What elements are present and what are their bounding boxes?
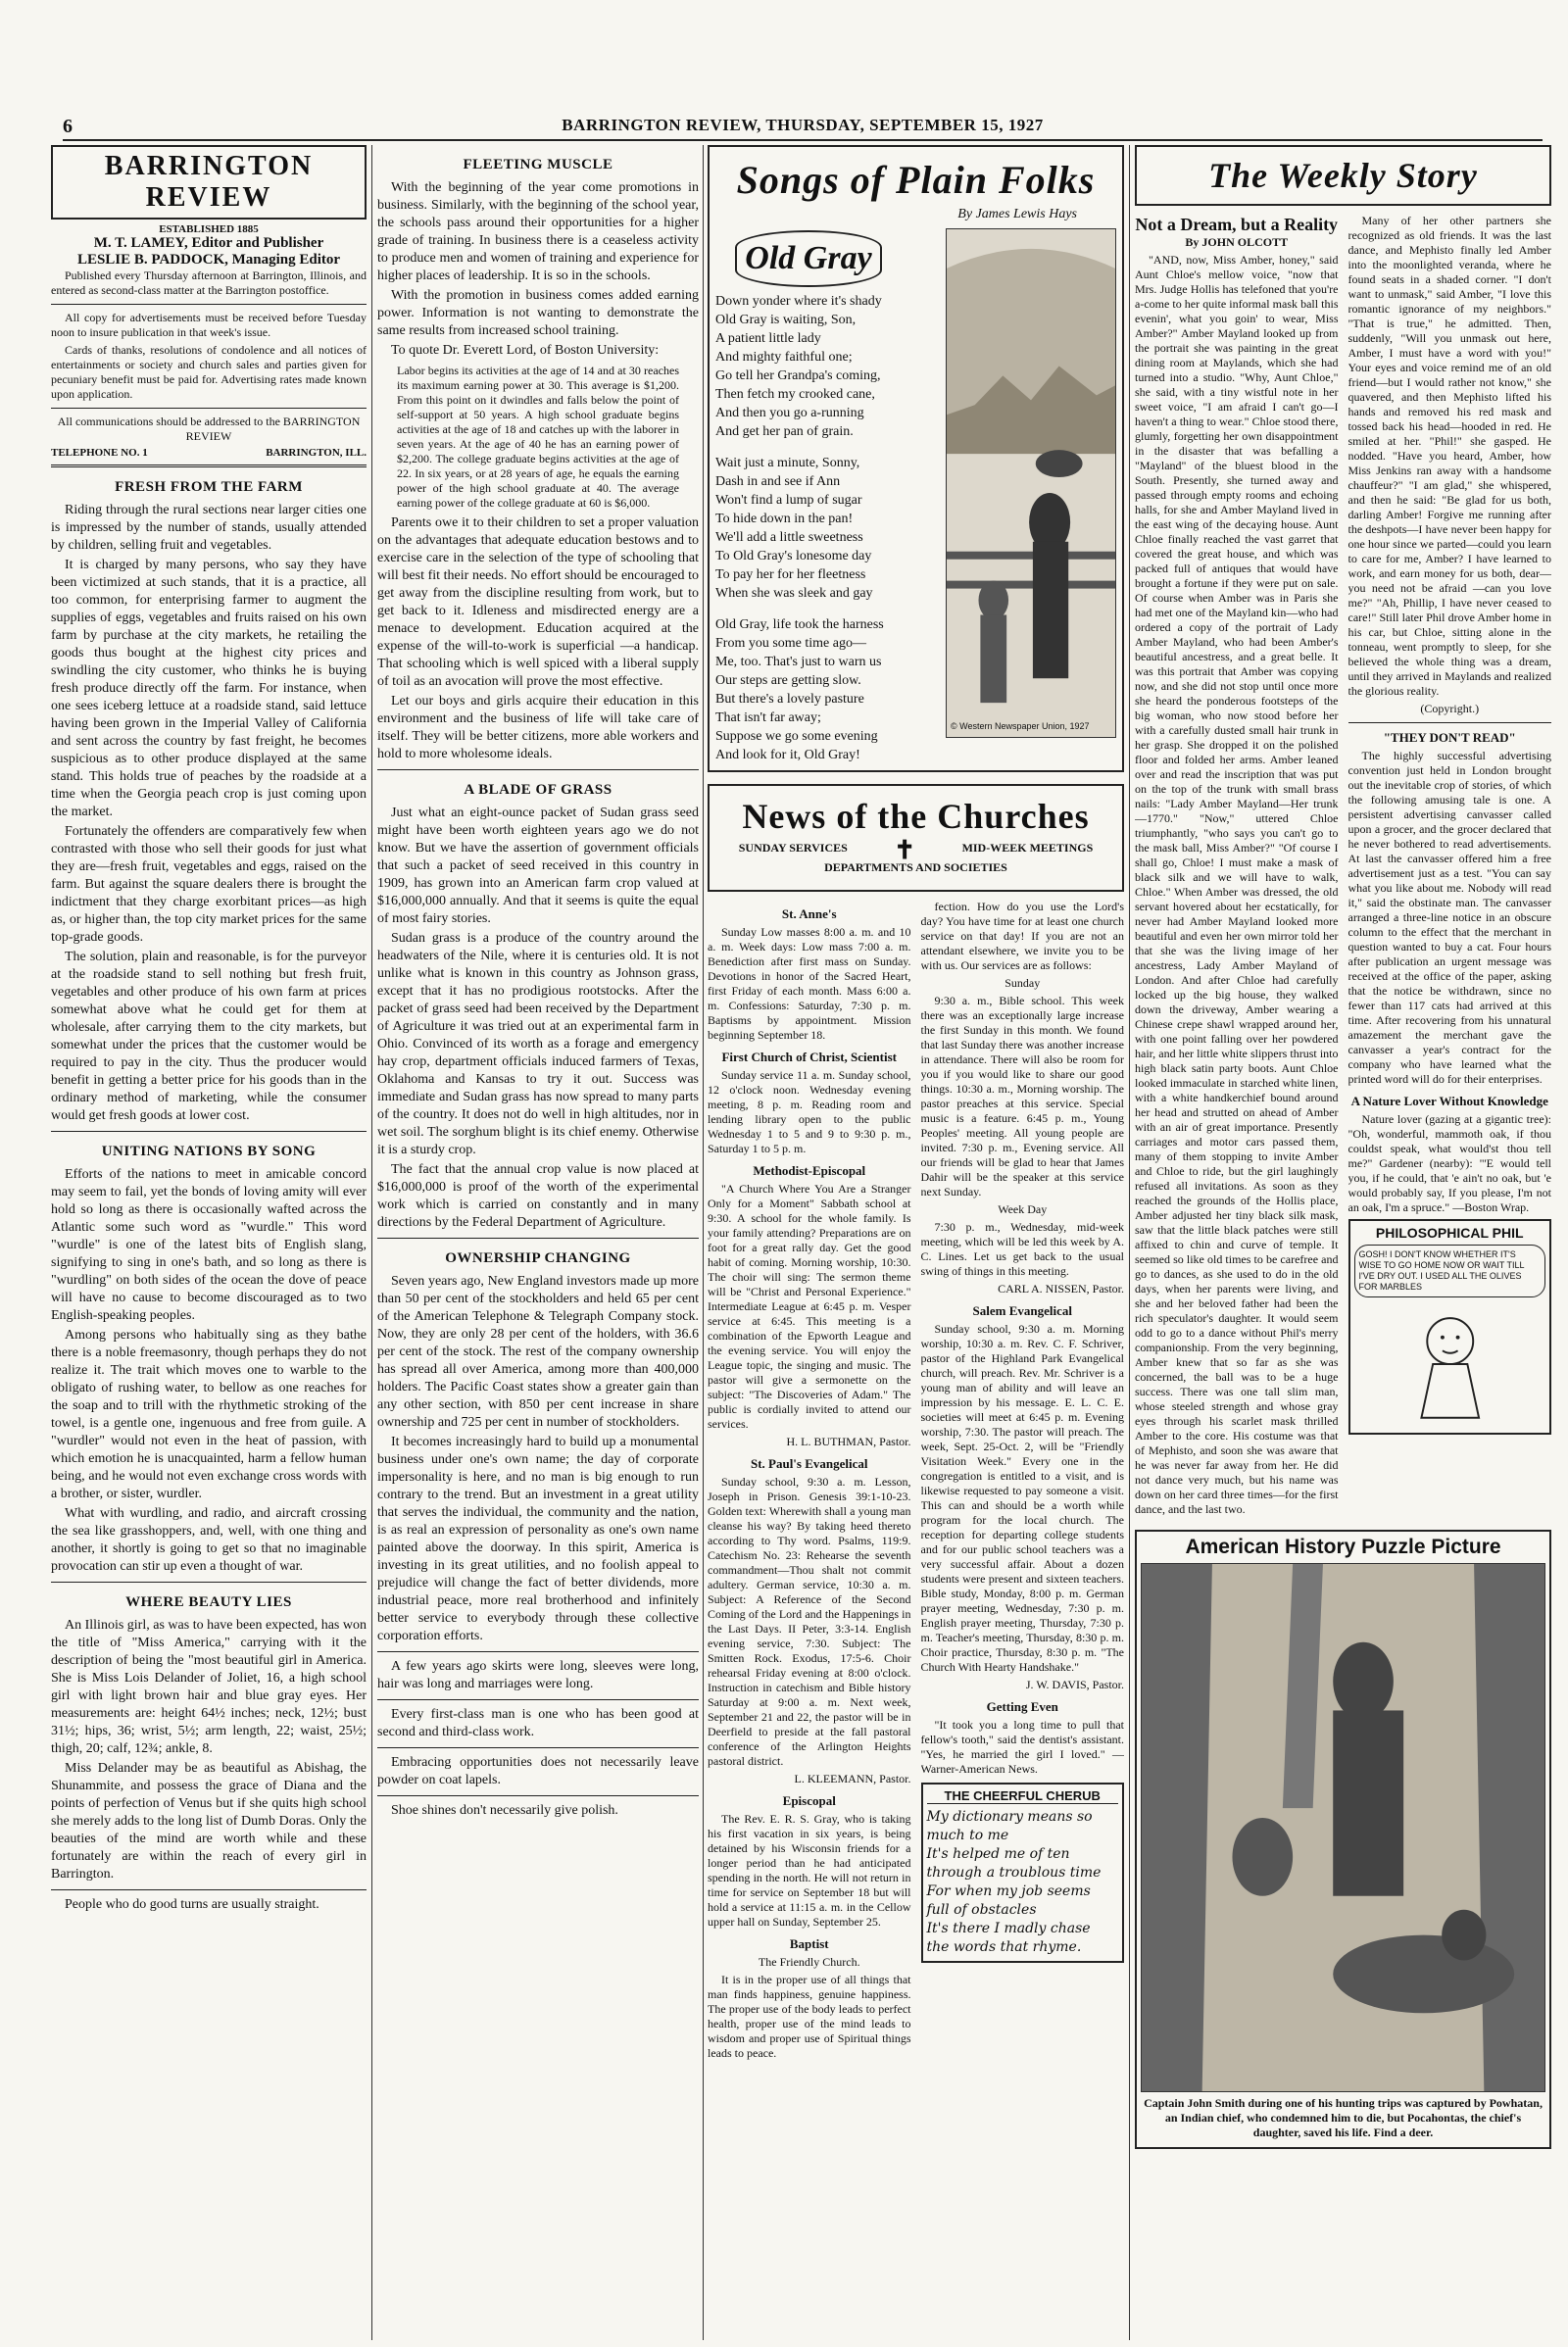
muscle-paragraph-2: With the promotion in business comes added earning power. Information is not wanting to demonstrate the same results from increased school training.: [377, 288, 699, 338]
grass-paragraph-2: Sudan grass is a produce of the country around the headwaters of the Nile, where it is centuries old. It is not unlike what is known in this country as Johnson grass, except that it has no prodigious rootstocks. After the packet of grass seed had been received by the Department of Agriculture it was tried out at an experimental farm in Ohio. Convinced of its worth as a forage and emergency hay crop, department officials induced farmers of Texas, Oklahoma and Kansas to try it out. Success was immediate and Sudan grass has now spread to many parts of the country. It does not do well in high altitudes, nor in wet soil. The sorghum blight is its chief enemy. Otherwise it is a sturdy crop.: [377, 931, 699, 1157]
filler-4: Shoe shines don't necessarily give polish.: [391, 1803, 618, 1818]
poem-line: We'll add a little sweetness: [715, 530, 863, 545]
phil-title: PHILOSOPHICAL PHIL: [1375, 1225, 1524, 1241]
salem-heading: Salem Evangelical: [972, 1303, 1072, 1318]
scientist-heading: First Church of Christ, Scientist: [721, 1050, 897, 1064]
st-pauls-heading: St. Paul's Evangelical: [750, 1456, 868, 1471]
cherub-line: It's there I madly chase: [926, 1921, 1091, 1936]
muscle-paragraph-1: With the beginning of the year come promotions in business. Similarly, with the beginning of the school year, the schools pass around their opportunities for a higher grade of training. In business there is a ceaseless activity to produce men and women of training and experience for higher places of leadership. It is so in the schools.: [377, 180, 699, 283]
poem-line: Me, too. That's just to warn us: [715, 655, 882, 669]
nature-lover-text: Nature lover (gazing at a gigantic tree): "Oh, wonderful, mammoth oak, if thou couldst speak, what would'st thou tell me?" Gardener (nearby): "'E would tell you, if he could, that 'e ain't no oak, but 'e would probably say, If you please, I'm not an oak, I'm a spruce." —Boston Wrap.: [1348, 1112, 1551, 1214]
salem-text: Sunday school, 9:30 a. m. Morning worship, 10:30 a. m. Rev. C. F. Schriver, pastor of the Highland Park Evangelical church, will preach. Rev. Mr. Schriver is a young man of ability and will leave an impression by his message. E. L. C. E. societies will meet at 6:45 p. m. Evening worship, 7:30. The pastor will preach. The week, Sept. 25-Oct. 2, will be "Friendly Visitation Week." Every one in the congregation is entitled to a visit, and is likewise requested to pay someone a visit. This can and should be a worth while program for the local church. The reception for departing college students and for our public school teachers was a very successful affair. About a dozen students were present and sixteen teachers. Bible study, Monday, 8:00 p. m. German prayer meeting, Wednesday, 7:30 p. m. English prayer meeting, Thursday, 7:30 p. m. Teacher's meeting, Thursday, 8:30 p. m. Choir practice, Thursday, 8:30 p. m. "The Church With Hearty Handshake.": [920, 1322, 1124, 1674]
salem-pastor: J. W. DAVIS, Pastor.: [1025, 1678, 1124, 1691]
poem-line: From you some time ago—: [715, 636, 866, 651]
getting-even-text: "It took you a long time to pull that fellow's tooth," said the dentist's assistant. "Yes, he married the girl I loved." —Warner-American News.: [920, 1718, 1124, 1776]
churches-title: News of the Churches: [742, 797, 1090, 836]
story-byline: By JOHN OLCOTT: [1185, 235, 1289, 249]
fresh-from-farm-heading: FRESH FROM THE FARM: [115, 479, 303, 495]
column-3: [708, 145, 1124, 2340]
st-annes-heading: St. Anne's: [781, 906, 837, 921]
episcopal-text: The Rev. E. R. S. Gray, who is taking his first vacation in six years, is being detained by his Wisconsin friends for a longer period than he had anticipated spending in the north. He will not return in time for service on September 18 but will hold a service at 11:15 a. m. in the Cellow upper hall on Sunday, September 25.: [708, 1812, 911, 1929]
song-paragraph-3: What with wurdling, and radio, and aircraft crossing the sea like grasshoppers, and, well, with one thing and another, it shortly is going to get so that no imaginable provocation can stir up even a thought of war.: [51, 1506, 367, 1574]
filler-2: Every first-class man is one who has been good at second and third-class work.: [377, 1707, 699, 1739]
poem-line: And look for it, Old Gray!: [715, 748, 860, 762]
contact-line: [51, 447, 367, 459]
story-text-left: "AND, now, Miss Amber, honey," said Aunt Chloe's mellow voice, "now that Mrs. Judge Hollis has telefoned that you're a-come to her quite informal mask ball this evenin', what you goin' to wear, Miss Amber?" Amber Mayland looked up from the portrait she was painting in the great dining room at Maylands, which she had turned into a studio. "Why, Aunt Chloe," she said, with a tiny wistful note in her sweet voice, "I am afraid I can't go—I haven't a thing to wear." Chloe stood there, glumly, forgetting her own disappointment in the disaster that was befalling a "Mayland" of the bluest blood in the South. Presently, she turned away and passed through empty rooms and echoing halls, for she and Amber Mayland lived in the east wing of the decaying house. Aunt Chloe finally reached the vast garret that covered the great house, and which was packed full of antiques that would have brought a fortune if they were put on sale. Of course when Amber was in Paris she had met one of the Mayland kin—who had ordered a copy of the portrait of Lady Amber Mayland, who had been Amber's beautiful ancestress, and a great belle. It was this portrait that Amber was copying now, and she did not stop until once more she heard the ponderous footsteps of the big woman, who now stood before her with a carefully dusted small hair trunk in her grasp. She dropped it on the polished floor and folded her arms. Amber leaned over and read the inscription that was put on the top of the trunk with small brass nails: "Lady Amber Mayland—Her trunk—1770." "Now," uttered Chloe triumphantly, "who says you can't go to the mask ball, Miss Amber?" "Of course I shall go, Chloe! I must make a mask of black silk and we will have to walk, Chloe." When Amber was dressed, the old servant hovered about her ecstatically, for never had Amber Mayland looked more beautiful and even her own mirror told her that she was the living image of her ancestress, Lady Amber Mayland of London. And after Chloe had carefully locked up the big house, they walked down the driveway, Amber wearing a Chinese crepe shawl wrapped around her, with one point falling over her powdered hair, and her little white slippers thrust into high black satin party boots. Aunt Chloe looked immaculate in starched white linen, with a white handkerchief bound around her head and strutted on ahead of Amber with an air of great importance. Presently carriages and motor cars passed them, many of them stopping to invite Amber and Chloe to ride, but the girl laughingly refused all invitations. As soon as they reached the grounds of the Hollis place, Amber adjusted her tiny black silk mask, saw that the little black patches were still affixed to chin and curve of temple. It seemed so like old times to be carefree and go to dances, as she used to do in the old days, when her parents were living, and she and her beloved father had been the rich speculator's daughter. It would seem odd to go to a dance without Phil's merry companionship. From the very beginning, Amber knew that so far as she was concerned, the ball was to be a huge success. There was one tall slim man, whose steeled strength and whose gray eyes through his scarlet mask thrilled Amber to the core. His costume was that of Mephisto, and soon she was aware that he was never far away from her. He did not dance very much, but his name was down on her card three times—for the first dance, and the last two.: [1135, 253, 1339, 1516]
telephone: TELEPHONE NO. 1: [51, 447, 148, 459]
poem-line: Old Gray is waiting, Son,: [715, 313, 857, 327]
sunday-services-label: SUNDAY SERVICES: [738, 841, 848, 855]
stanza-break: [715, 442, 936, 454]
established: ESTABLISHED 1885: [159, 223, 259, 235]
ownership-paragraph-2: It becomes increasingly hard to build up a monumental business under one's own name; the day of corporate impersonality is here, and no man is big enough to run contrary to the trend. But an investment in a great utility that serves the individual, the community and the nation, is as real an expression of personality as one's own name painted above the doorway. In this spirit, America is investing in its great utilities, and no foolish appeal to prejudice will change the fact of better dividends, more industrial peace, more real brotherhood and infinitely better service to everybody through these collective corporation efforts.: [377, 1435, 699, 1643]
poem-line: Wait just a minute, Sonny,: [715, 456, 860, 470]
song-paragraph-2: Among persons who habitually sing as they bathe there is a noble freemasonry, though perhaps they do not realize it. The trait which moves one to warble to the obligato of rushing water, to bellow as one reaches for the soap and to trill with the rhythmetic stroking of the towel, is a gentle one, ingenuous and free from guile. A "wurdler" would not even in the heat of passion, with which emotion he is unacquainted, harm a fellow human being, and he would not even exchange cross words with a brother, or sister, wurdler.: [51, 1328, 367, 1501]
publication-info: Published every Thursday afternoon at Barrington, Illinois, and entered as second-class matter at the Barrington postoffice.: [51, 269, 367, 297]
fresh-paragraph-4: The solution, plain and reasonable, is for the purveyor at the roadside stand to sell nothing but fresh fruit, vegetables and other produce of his own farm at prices somewhat above what he could get for them at wholesale, after carrying them to the city markets, but somewhat under the prices that the customer would be required to pay in the city. Thus the producer would benefit in getting a better price for his goods than in the ordinary method of marketing, while the consumer would get fresh goods at lower cost.: [51, 950, 367, 1123]
poem-line: When she was sleek and gay: [715, 586, 873, 601]
poem-title: Old Gray: [745, 240, 872, 276]
st-pauls-pastor: L. KLEEMANN, Pastor.: [794, 1772, 911, 1785]
sunday-label: Sunday: [1004, 976, 1041, 990]
column-2: [377, 145, 699, 2340]
weekly-story-title: The Weekly Story: [1208, 156, 1478, 195]
weekly-story-header: [1135, 145, 1551, 206]
page-header: [63, 116, 1543, 141]
song-paragraph-1: Efforts of the nations to meet in amicable concord may seem to fail, yet the bonds of loving amity will ever hold so long as there is occasionally wafted across the Atlantic some such word as "wurdle." This word "wurdle" is one of the latest bits of English slang, signifying to sing in one's bath, and so long as there is "wurdling" on both sides of the ocean the dove of peace will have no cause to become discouraged as to two English-speaking peoples.: [51, 1167, 367, 1323]
cherub-line: the words that rhyme.: [926, 1939, 1082, 1955]
puzzle-illustration: [1141, 1563, 1545, 2092]
advertising-notice: All copy for advertisements must be received before Tuesday noon to insure publication in that week's issue.: [51, 311, 367, 339]
they-dont-read-heading: "THEY DON'T READ": [1383, 730, 1516, 745]
illustration-copyright: © Western Newspaper Union, 1927: [951, 721, 1090, 731]
baptist-subtitle: The Friendly Church.: [758, 1955, 860, 1969]
column-rule: [371, 145, 372, 2340]
poem-line: Dash in and see if Ann: [715, 474, 841, 489]
baptist-week: 7:30 p. m., Wednesday, mid-week meeting, which will be led this week by A. C. Lines. Let us get back to the usual swing of things in this meeting.: [920, 1220, 1124, 1278]
cross-icon: ✝: [894, 836, 916, 864]
cherub-line: It's helped me of ten: [926, 1846, 1070, 1862]
poem-line: And mighty faithful one;: [715, 350, 853, 365]
fresh-paragraph-1: Riding through the rural sections near larger cities one is impressed by the number of stands, usually attended by children, selling fruit and vegetables.: [51, 503, 367, 553]
baptist-continued: fection. How do you use the Lord's day? You have time for at least one church service on that day! If you are not an attendant elsewhere, we invite you to be with us. Our services are as follows:: [920, 900, 1124, 972]
philosophical-phil-box: [1348, 1219, 1552, 1435]
poem-line: To hide down in the pan!: [715, 512, 854, 526]
managing-editor-line: LESLIE B. PADDOCK, Managing Editor: [76, 252, 341, 268]
puzzle-title: American History Puzzle Picture: [1185, 1536, 1501, 1558]
muscle-paragraph-4: Parents owe it to their children to set a proper valuation on the advantages that adequate education bestows and to exercise care in the selection of the type of schooling that will best fit their needs. No effort should be encouraged to get away from the discipline resulting from work, but to get back to it. Idleness and misdirected energy are a menace to development. Education acquired at the expense of the will-to-work is superficial —a handicap. That schooling which is well spiced with a liberal supply of toil as an avocation will prove the most effective.: [377, 515, 699, 689]
beauty-paragraph-2: Miss Delander may be as beautiful as Abishag, the Shunammite, and possess the grace of Diana and the points of perfection of Venus but if she quits high school she merely adds to the long list of Dumb Doras. Only the beauties of the mind are worth while and these fortunately are within the reach of every girl in Barrington.: [51, 1761, 367, 1882]
poem-line: And get her pan of grain.: [715, 424, 854, 439]
poem-line: And then you go a-running: [715, 406, 864, 420]
column-1: [51, 145, 367, 2340]
column-rule: [1129, 145, 1130, 2340]
story-headline: Not a Dream, but a Reality: [1135, 215, 1339, 234]
poem-line: To pay her for her fleetness: [715, 567, 866, 582]
nature-lover-heading: A Nature Lover Without Knowledge: [1350, 1094, 1548, 1108]
st-pauls-text: Sunday school, 9:30 a. m. Lesson, Joseph in Prison. Genesis 39:1-10-23. Golden text: Wherewith shall a young man cleanse his way? By taking heed thereto according to Thy word. Psalms, 119:9. Catechism No. 23: Rehearse the seventh commandment—Thou shalt not commit adultery. German service, 10:30 a. m. Subject: A Reference of the Second Coming of the Lord and the Happenings in the Last Days. II Peter, 3:3-14. English evening service, 7:30. Subject: The Smitten Rock. Exodus, 17:5-6. Choir rehearsal Friday evening at 8:00 o'clock. Instruction in catechism and Bible history Saturday at 9:00 a. m. Next week, September 21 and 22, the pastor will be in Deerfield to preside at the fall pastoral conference of the Arlington Heights pastoral district.: [708, 1475, 911, 1768]
editor-line: M. T. LAMEY, Editor and Publisher: [93, 235, 324, 251]
cherub-line: For when my job seems: [926, 1883, 1091, 1899]
departments-label: DEPARTMENTS AND SOCIETIES: [824, 860, 1007, 874]
fresh-paragraph-3: Fortunately the offenders are comparatively few when contrasted with those who sell their goods for just what they are—fresh fruit, vegetables and eggs, raised on the farm. But against the square dealers there is brought the indictment that they charge exorbitant prices—as high as, or higher than, the top city market prices for the same top-grade goods.: [51, 824, 367, 945]
baptist-pastor: CARL A. NISSEN, Pastor.: [998, 1282, 1124, 1296]
fleeting-muscle-heading: FLEETING MUSCLE: [463, 157, 613, 172]
baptist-heading: Baptist: [789, 1936, 829, 1951]
fresh-paragraph-2: It is charged by many persons, who say they have been victimized at such stands, that it is a practice, all too common, for enterprising farmer to augment the supplies of eggs, vegetables and fruits raised on his own farm by purchase at the city markets, he retailing the goods thus bought at the highest city prices and swindling the city customer, who thinks he is buying fresh produce directly off the farm. For instance, when one sees iceberg lettuce at a roadside stand, said lettuce having been grown in the Imperial Valley of California and sent across the country by fast freight, he becomes suspicious as to other produce displayed at the same stand. This holds true of peaches by the roadside at a time when the Georgia peach crop is just coming upon the market.: [51, 558, 367, 819]
story-text-right: Many of her other partners she recognized as old friends. It was the last dance, and Mephisto finally led Amber into the moonlighted veranda, where he found seats in a shaded corner. "I don't want to unmask," said Amber, "I love this romantic ignorance of my neighbors." "That is true," he admitted. Then, suddenly, "Will you unmask out here, Amber, I must have a word with you!" Your eyes and voice remind me of an old friend—but I would rather not know," she quavered, and then Mephisto lifted his hands and removed his red mask and tossed back his head—hooded in red. He smiled at her. "Phil!" she gasped. He nodded. "Have you heard, Amber, how Miss Jenkins ran away with a handsome chauffeur?" "I am glad," she whispered, and then he said: "Be glad for us both, darling Amber! Forgive me running after the deshpots—I have never been happy for one hour since we parted—could you learn to care for me, Amber? I have learned to work, and earn money for us both, dear—you need not be afraid —can you love me?" "Ah, Phillip, I have never ceased to care!" Still later Phil drove Amber home in his car, but Chloe, sitting alone in the tonneau, went promptly to sleep, for she believed the whole thing was a dream, until they arrived in Maylands and realized the glorious reality.: [1348, 214, 1551, 698]
blade-of-grass-heading: A BLADE OF GRASS: [464, 782, 612, 798]
puzzle-caption: Captain John Smith during one of his hunting trips was captured by Powhatan, an Indian chief, who condemned him to die, but Pocahontas, the chief's daughter, saved his life. Find a deer.: [1144, 2096, 1543, 2139]
ownership-changing-heading: OWNERSHIP CHANGING: [445, 1250, 631, 1266]
methodist-heading: Methodist-Episcopal: [753, 1163, 866, 1178]
poem-line: That isn't far away;: [715, 710, 821, 725]
episcopal-heading: Episcopal: [782, 1793, 836, 1808]
baptist-text: It is in the proper use of all things that man finds happiness, genuine happiness. The proper use of the body leads to perfect health, proper use of the mind leads to wisdom and proper use of Spiritual things leads to peace.: [708, 1973, 911, 2060]
getting-even-heading: Getting Even: [986, 1699, 1058, 1714]
filler-1: A few years ago skirts were long, sleeves were long, hair was long and marriages were long.: [377, 1659, 699, 1691]
column-rule: [703, 145, 704, 2340]
muscle-paragraph-5: Let our boys and girls acquire their education in this environment and the business of life will take care of itself. They will be better citizens, more able workers and hold to more wholesome ideals.: [377, 694, 699, 761]
songs-of-plain-folks-box: [708, 145, 1124, 772]
communications-notice: All communications should be addressed to the BARRINGTON REVIEW: [57, 415, 361, 443]
old-gray-badge: [735, 230, 882, 287]
songs-byline: By James Lewis Hays: [957, 207, 1077, 221]
poem-line: Then fetch my crooked cane,: [715, 387, 875, 402]
poem-line: Go tell her Grandpa's coming,: [715, 368, 881, 383]
poem-line: Down yonder where it's shady: [715, 294, 882, 309]
cherub-line: much to me: [926, 1828, 1009, 1843]
cheerful-cherub-box: [921, 1783, 1125, 1963]
cherub-verse: [927, 1808, 1119, 1957]
cherub-line: through a troublous time: [926, 1865, 1102, 1881]
poem-line: Suppose we go some evening: [715, 729, 878, 744]
ownership-paragraph-1: Seven years ago, New England investors made up more than 50 per cent of the stockholders and held 65 per cent of the American Telephone & Telegraph Company stock. Now, they are only 28 per cent of the holders, with 36.6 per cent of the stock. The rest of the company ownership has spread all over America, among more than 400,000 holders. The Pacific Coast states show a greater gain than any other section, with 850 per cent increase in share ownership and 725 per cent in number of stockholders.: [377, 1274, 699, 1430]
stanza-break: [715, 604, 936, 615]
poem-line: Our steps are getting slow.: [715, 673, 861, 688]
scientist-text: Sunday service 11 a. m. Sunday school, 12 o'clock noon. Wednesday evening meeting, 8 p. m. Reading room and lending library open to the public Wednesday 1 to 5 and 9 to 9:30 p. m., Saturday 1 to 5 p. m.: [708, 1068, 911, 1155]
masthead-line: BARRINGTON REVIEW, THURSDAY, SEPTEMBER 15, 1927: [562, 116, 1044, 134]
paper-title: BARRINGTON REVIEW: [104, 151, 314, 213]
story-copyright: (Copyright.): [1420, 702, 1480, 715]
history-puzzle-box: [1135, 1530, 1551, 2149]
songs-title: Songs of Plain Folks: [736, 158, 1096, 202]
grass-paragraph-1: Just what an eight-ounce packet of Sudan grass seed might have been worth eighteen years ago we do not know. But we have the assertion of government officials that such a packet of seed received in this country in 1909, has grown into an American farm crop valued at $16,000,000 annually. And that it seems is quite the equal of most fairy stories.: [377, 806, 699, 926]
churches-header-box: [708, 784, 1124, 892]
phil-speech-bubble: GOSH! I DON'T KNOW WHETHER IT'S WISE TO GO HOME NOW OR WAIT TILL I'VE DRY OUT. I USED ALL THE OLIVES FOR MARBLES: [1354, 1245, 1546, 1297]
poem-line: A patient little lady: [715, 331, 821, 346]
lord-quote: Labor begins its activities at the age of 14 and at 30 reaches its maximum earning power at 30. This average is $1,200. From this point on it dwindles and falls below the point of self-support at 50 years. A high school graduate begins activities at the age of 18 and catches up with the laborer in seven years. At the age of 40 he has an earning power of $2,200. The college graduate begins activities at the age of 22. In six years, or at 28 years of age, he equals the earning power of the high school graduate at 40. The average earning power of the college graduate at 60 is $6,000.: [397, 364, 679, 510]
cherub-line: full of obstacles: [926, 1902, 1037, 1918]
cherub-line: My dictionary means so: [926, 1809, 1093, 1825]
week-day-label: Week Day: [998, 1202, 1048, 1216]
cherub-title: THE CHEERFUL CHERUB: [927, 1788, 1119, 1804]
closing-filler: People who do good turns are usually straight.: [65, 1897, 319, 1912]
poem-line: Won't find a lump of sugar: [715, 493, 862, 508]
poem-line: To Old Gray's lonesome day: [715, 549, 872, 563]
muscle-paragraph-3: To quote Dr. Everett Lord, of Boston University:: [391, 343, 660, 358]
baptist-sunday: 9:30 a. m., Bible school. This week there was an exceptionally large increase the first Sunday in this month. We found that last Sunday there was another increase in attendance. There will also be room for you if you would like to share our good things. 10:30 a. m., Morning worship. The pastor preaches at this service. Special music is a feature. 6:45 p. m., Young Peoples' meeting. All young people are invited. 7:30 p. m., Evening service. All our friends will be glad to hear that James Dahir will be the speaker at this service next Sunday.: [920, 994, 1124, 1198]
filler-3: Embracing opportunities does not necessarily leave powder on coat lapels.: [377, 1755, 699, 1787]
page-number: 6: [63, 116, 73, 137]
column-4: [1135, 145, 1551, 2340]
methodist-text: "A Church Where You Are a Stranger Only for a Moment" Sabbath school at 9:30. A school for the whole family. Is your family attending? Preparations are on foot for a great rally day. Get the good habit of coming. Morning worship, 10:30. The choir will sing: The sermon theme will be "Christ and Personal Experience." Intermediate League at 6:45 p. m. Vesper service at 6:45. This meeting is a combination of the Epworth League and the evening service. You will enjoy the League topic, the singing and music. The pastor will give a sermonette on the subject: "The Discoveries of Adam." The public is cordially invited to attend our services.: [708, 1182, 911, 1431]
uniting-nations-heading: UNITING NATIONS BY SONG: [101, 1144, 317, 1159]
poem-line: But there's a lovely pasture: [715, 692, 864, 707]
city: BARRINGTON, ILL.: [266, 447, 367, 459]
old-gray-illustration: [946, 228, 1116, 738]
cards-notice: Cards of thanks, resolutions of condolence and all notices of entertainments or society and church sales and parties given for pecuniary benefit must be paid for. Advertising rates made known upon application.: [51, 343, 367, 401]
phil-drawing: [1354, 1301, 1546, 1429]
grass-paragraph-3: The fact that the annual crop value is now placed at $16,000,000 is proof of the worth of the experimental work which is carried on constantly and in many directions by the Federal Department of Agriculture.: [377, 1162, 699, 1230]
masthead-box: [51, 145, 367, 220]
st-annes-text: Sunday Low masses 8:00 a. m. and 10 a. m. Week days: Low mass 7:00 a. m. Benediction after first mass on Sunday. Devotions in honor of the Sacred Heart, first Friday of each month. Mass 6:00 a. m. Confessions: Saturday, 7:30 p. m. Baptisms by appointment. Mission beginning September 18.: [708, 925, 911, 1042]
mid-week-label: MID-WEEK MEETINGS: [961, 841, 1094, 855]
beauty-paragraph-1: An Illinois girl, as was to have been expected, has won the title of "Miss America," carrying with it the description of being the "most beautiful girl in America. She is Miss Lois Delander of Joliet, 16, a high school girl with light brown hair and blue gray eyes. Her measurements are: height 64½ inches; neck, 12½; bust 31½; hips, 36; wrist, 5½; arm length, 22; waist, 25½; thigh, 20; calf, 12¾; ankle, 8.: [51, 1618, 367, 1756]
they-dont-read-text: The highly successful advertising convention just held in London brought out the inevitable crop of stories, of which the following amusing tale is one. A persistent advertising canvasser called upon a grocer, and the grocer declared that he never bothered to read advertisements. At last the canvasser offered him a free advertisement just as a test. "You can say what you like about me. Nobody will read it," said the obstinate man. The canvasser arranged a three-line notice in an obscure column to the effect that the merchant in question wanted to buy a cat. Four hours after publication an urgent message was received at the office of the paper, asking that the notice be withdrawn, since no fewer than 117 cats had arrived at this time. After recovering from his unnatural amazement the merchant gave the canvasser a year's contract for the company who have learned what the printed word will do for their enterprises.: [1348, 749, 1551, 1086]
methodist-pastor: H. L. BUTHMAN, Pastor.: [786, 1435, 911, 1448]
where-beauty-lies-heading: WHERE BEAUTY LIES: [125, 1594, 292, 1610]
poem-body: [715, 293, 936, 764]
poem-line: Old Gray, life took the harness: [715, 617, 884, 632]
